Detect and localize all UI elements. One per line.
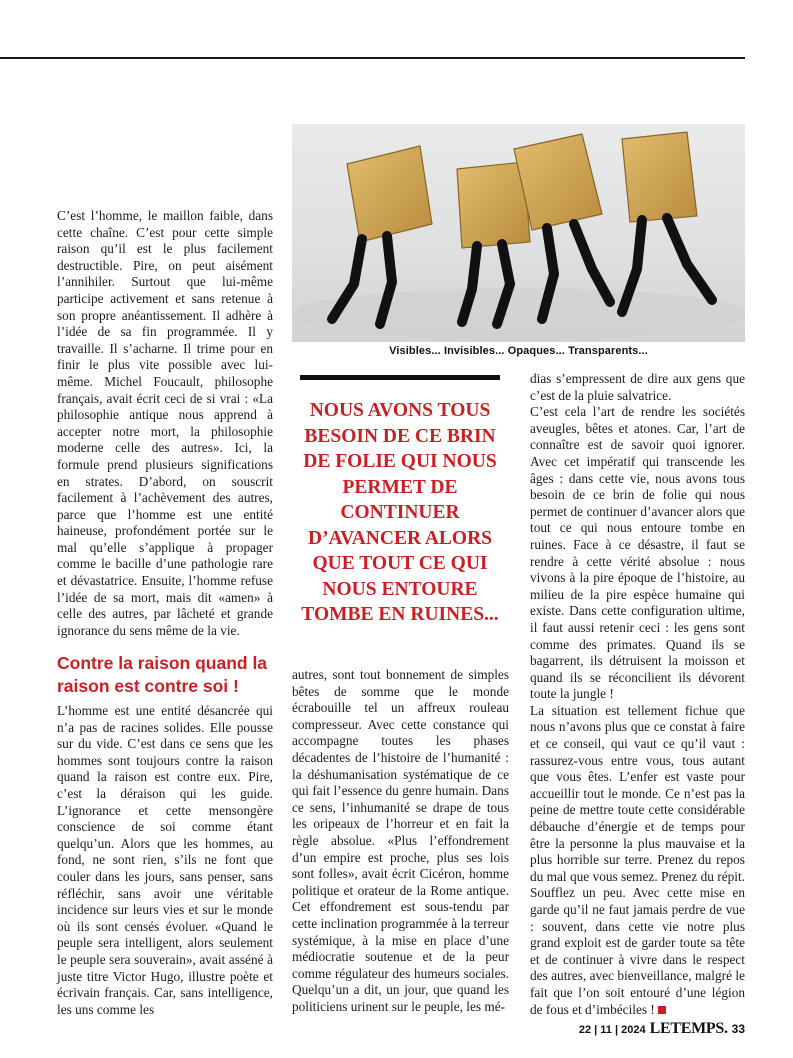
article-column-1	[57, 208, 273, 639]
end-mark-icon	[658, 1006, 666, 1014]
article-column-2	[292, 667, 509, 1015]
page-number: 33	[731, 1022, 745, 1036]
pullquote: NOUS AVONS TOUS BESOIN DE CE BRIN DE FOLIE QUI NOUS PERMET DE CONTINUER D’AVANCER ALORS QUE TOUT CE QUI NOUS ENTOURE TOMBE EN RUINES...	[301, 400, 499, 625]
top-rule	[0, 57, 745, 59]
article-column-3	[530, 371, 745, 1018]
issue-date: 22 | 11 | 2024	[578, 1024, 646, 1036]
boxes-walking-photo-icon	[292, 124, 745, 342]
article-paragraph: L’homme est une entité désancrée qui n’a pas de racines solides. Elle pousse sur du vide. C’est dans ce sens que les hommes sont toujours contre la raison quand la raison est contre eux. Pire, c’est la déraison qui les guide. L’ignorance et cette mensongère conscience de soi comme étant quelqu’un. Alors que les hommes, au fond, ne sont rien, s’ils ne font que couler dans les jours, sans penser, sans réfléchir, sans avoir une véritable incidence sur leurs vies et sur le monde où ils sont censés évoluer. «Quand le peuple sera intelligent, alors seulement le peuple sera souverain», avait asséné à juste titre Victor Hugo, illustre poète et écrivain français. Car, sans intelligence, les uns comme les	[57, 703, 273, 1017]
article-photo	[292, 124, 745, 342]
article-paragraph	[530, 703, 745, 1018]
publication-logo: LETEMPS.	[649, 1020, 728, 1037]
page-footer	[579, 1020, 745, 1038]
article-column-1-lower	[57, 703, 273, 1018]
section-subheading: Contre la raison quand la raison est contre soi !	[57, 653, 268, 696]
article-paragraph: C’est cela l’art de rendre les sociétés aveugles, bêtes et atones. Car, l’art de connaître est de savoir quoi ignorer. Avec cet impératif qui transcende les âges : dans cette vie, nous avons tous besoin de ce brin de folie qui nous permet de continuer d’avancer alors que tout ce qui nous entoure tombe en ruines. Face à ce désastre, il faut se rendre à cette vérité absolue : nous vivons à la pire époque de l’histoire, au milieu de la pire espèce humaine qui existe. Dans cette configuration ultime, il faut aussi retenir ceci : les gens sont comme des primates. Quand ils se bagarrent, ils détruisent la moisson et quand ils se réconcilient ils dévorent toute la jungle !	[530, 404, 745, 702]
final-paragraph-text: La situation est tellement fichue que nous n’avons plus que ce constat à faire et ce conseil, qui vaut ce qu’il vaut : rassurez-vous entre vous, tous autant que vous êtes. L’enfer est vaste pour accueillir tout le monde. Ce n’est pas la peine de mettre toute cette considérable débauche d’énergie et de temps pour être la personne la plus mauvaise et la plus horrible sur terre. Prenez du repos du mal que vous semez. Prenez du répit. Soufflez un peu. Avec cette mise en garde qu’il ne faut jamais perdre de vue : souvent, dans cette vie notre plus grand exploit est de garder toute sa tête et de continuer à vivre dans le respect des autres, avec bienveillance, malgré le fait que l’on soit entouré d’une légion de fous et d’imbéciles !	[530, 702, 745, 1017]
pullquote-rule	[300, 375, 500, 380]
article-paragraph: autres, sont tout bonnement de simples bêtes de somme que le monde écrabouille tel un affreux rouleau compresseur. Avec cette constance qui accompagne toutes les phases décadentes de l’histoire de l’humanité : la déshumanisation systématique de ce qui fait l’essence du genre humain. Dans ce sens, l’inhumanité se drape de tous les oripeaux de l’horreur et en fait la règle absolue. «Plus l’effondrement d’un empire est proche, plus ses lois sont folles», avait écrit Cicéron, homme politique et orateur de la Rome antique. Cet effondrement est sous-tendu par cette inclination programmée à la terreur systémique, à la mise en place d’une médiocratie soutenue et de la peur comme régulateur des humeurs sociales. Quelqu’un a dit, un jour, que quand les politiciens urinent sur le peuple, les mé-	[292, 667, 509, 1014]
photo-caption: Visibles... Invisibles... Opaques... Transparents...	[389, 345, 648, 357]
article-paragraph: C’est l’homme, le maillon faible, dans cette chaîne. C’est pour cette simple raison qu’il est le plus facilement destructible. Pire, on peut aisément l’annihiler. Surtout que lui-même participe activement et sans retenue à son propre anéantissement. Il adhère à l’idée de sa fin programmée. Il y travaille. Il s’acharne. Il trime pour en finir le plus vite possible avec lui-même. Michel Foucault, philosophe français, avait écrit ceci de si vrai : «La philosophie antique nous apprend à accepter notre mort, la philosophie moderne celle des autres». Ici, la formule prend plusieurs significations en strates. D’abord, on souscrit facilement à l’achèvement des autres, parce que l’homme est une entité haineuse, profondément portée sur le mal qu’elle s’applique à propager comme le bacille d’une pathologie rare et dévastatrice. Ensuite, l’homme refuse l’idée de sa mort, mais dit «amen» à celle des autres, par lâcheté et grande ignorance du sens même de la vie.	[57, 208, 273, 638]
article-paragraph: dias s’empressent de dire aux gens que c’est de la pluie salvatrice.	[530, 371, 745, 403]
